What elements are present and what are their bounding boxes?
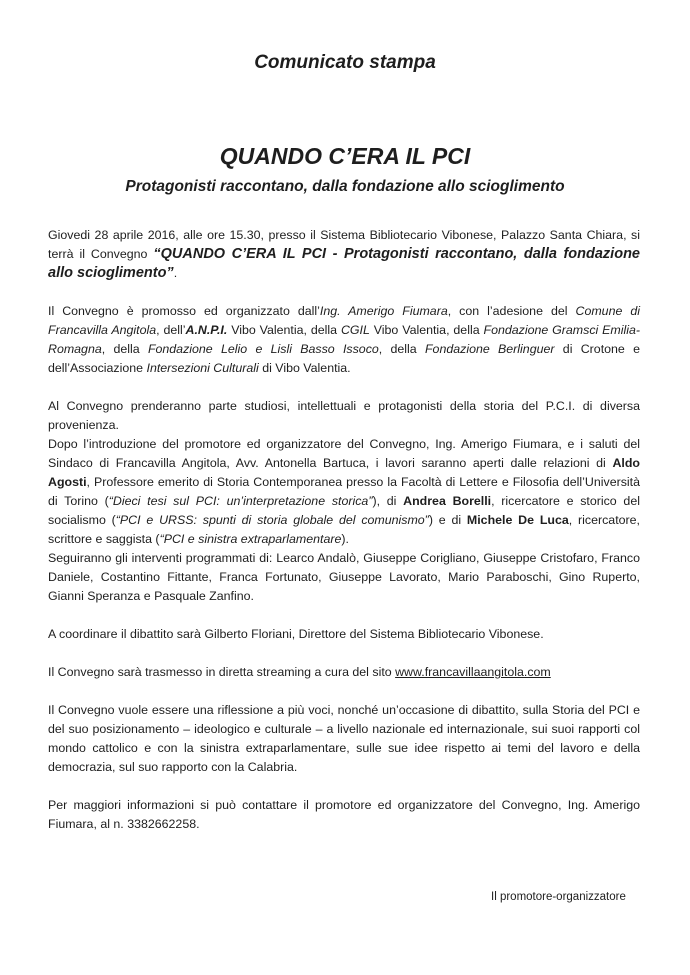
text: Vibo Valentia, della — [227, 323, 341, 337]
paragraph-speakers — [48, 435, 640, 549]
text: , della — [378, 342, 425, 356]
paragraph-contact: Per maggiori informazioni si può contattare il promotore ed organizzatore del Convegno, Ing. Amerigo Fiumara, al n. 3382662258. — [48, 798, 640, 831]
event-title-inline: “QUANDO C’ERA IL PCI - Protagonisti raccontano, dalla fondazione allo scioglimento” — [48, 246, 640, 281]
organization-name: Intersezioni Culturali — [146, 361, 259, 375]
promoter-name: Ing. Amerigo Fiumara — [319, 304, 448, 318]
event-subtitle: Protagonisti raccontano, dalla fondazione allo scioglimento — [125, 178, 565, 195]
organization-name: Fondazione Gramsci Emilia-Romagna — [48, 323, 641, 356]
talk-title: “Dieci tesi sul PCI: un’interpretazione storica” — [108, 494, 373, 508]
spacer — [48, 283, 640, 302]
text: Il Convegno sarà trasmesso in diretta streaming a cura del sito — [48, 665, 396, 679]
spacer — [48, 378, 640, 397]
text: , ricercatore e storico del socialismo ( — [48, 494, 640, 527]
organization-name: Fondazione Berlinguer — [424, 342, 555, 356]
signature: Il promotore-organizzatore — [491, 891, 626, 903]
text: . — [173, 266, 178, 280]
text: di Vibo Valentia. — [258, 361, 351, 375]
paragraph-reflection: Il Convegno vuole essere una riflessione a più voci, nonché un’occasione di dibattito, sulla Storia del PCI e del suo posizionamento – ideologico e culturale – a livello nazionale ed internazionale, sui suoi rapporti col mondo cattolico e con la sinistra extraparlamentare, sulle sue idee rispetto ai temi del lavoro e della democrazia, sul suo rapporto con la Calabria. — [48, 703, 640, 774]
paragraph-announcement — [48, 226, 640, 283]
speaker-name: Michele De Luca — [466, 513, 569, 527]
text: Giovedi 28 aprile 2016, alle ore 15.30, presso il Sistema Bibliotecario Vibonese, Palazzo Santa Chiara, si terrà il Convegno — [48, 228, 640, 261]
text: Dopo l’introduzione del promotore ed organizzatore del Convegno, Ing. Amerigo Fiumara, e i saluti del Sindaco di Francavilla Angitola, Avv. Antonella Bartuca, i lavori saranno aperti dalle relazioni di — [48, 437, 640, 470]
document-header: Comunicato stampa — [254, 52, 436, 73]
organization-name: A.N.P.I. — [185, 323, 228, 337]
text: Vibo Valentia, della — [369, 323, 484, 337]
website-link[interactable]: www.francavillaangitola.com — [395, 665, 551, 679]
text: di Crotone e dell’Associazione — [48, 342, 640, 375]
paragraph-streaming — [48, 663, 640, 682]
spacer — [48, 606, 640, 625]
text: ), di — [372, 494, 404, 508]
talk-title: “PCI e sinistra extraparlamentare — [159, 532, 342, 546]
paragraph-interventions: Seguiranno gli interventi programmati di: Learco Andalò, Giuseppe Corigliano, Giuseppe Cristofaro, Franco Daniele, Costantino Fittante, Franca Fortunato, Giuseppe Lavorato, Mario Paraboschi, Gino Ruperto, Gianni Speranza e Pasquale Zanfino. — [48, 551, 640, 603]
text: ). — [341, 532, 349, 546]
event-title: QUANDO C’ERA IL PCI — [219, 143, 471, 169]
organization-name: Fondazione Lelio e Lisli Basso Issoco — [147, 342, 379, 356]
organization-name: CGIL — [340, 323, 370, 337]
speaker-name: Aldo Agosti — [48, 456, 640, 489]
spacer — [48, 644, 640, 663]
paragraph-organizers — [48, 302, 640, 378]
text: Il Convegno è promosso ed organizzato dall’ — [48, 304, 320, 318]
text: , ricercatore, scrittore e saggista ( — [48, 513, 640, 546]
text: , Professore emerito di Storia Contemporanea presso la Facoltà di Lettere e Filosofia dell’Università di Torino ( — [48, 475, 640, 508]
spacer — [48, 682, 640, 701]
talk-title: “PCI e URSS: spunti di storia globale del comunismo” — [115, 513, 429, 527]
organization-name: Comune di Francavilla Angitola — [48, 304, 641, 337]
text: ) e di — [428, 513, 467, 527]
paragraph-participants: Al Convegno prenderanno parte studiosi, intellettuali e protagonisti della storia del P.C.I. di diversa provenienza. — [48, 399, 640, 432]
document-body — [48, 226, 640, 834]
speaker-name: Andrea Borelli — [403, 494, 492, 508]
text: , dell’ — [156, 323, 186, 337]
paragraph-moderator: A coordinare il dibattito sarà Gilberto Floriani, Direttore del Sistema Bibliotecario Vibonese. — [48, 627, 544, 641]
text: , della — [101, 342, 148, 356]
spacer — [48, 777, 640, 796]
text: , con l’adesione del — [447, 304, 576, 318]
